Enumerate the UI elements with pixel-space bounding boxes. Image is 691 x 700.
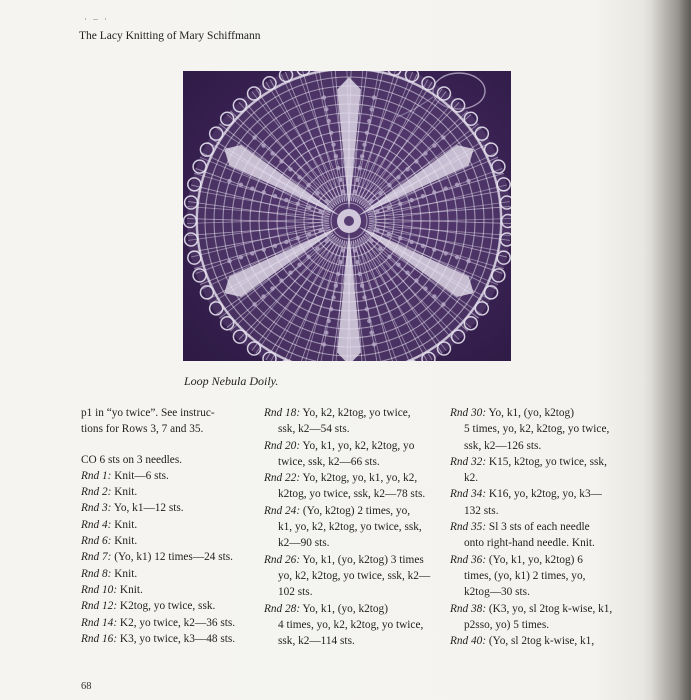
- figure-caption: Loop Nebula Doily.: [184, 374, 279, 388]
- eyelet: [341, 189, 345, 193]
- eyelet: [358, 166, 362, 170]
- eyelet: [334, 154, 338, 158]
- instruction-line: [81, 566, 251, 582]
- eyelet: [307, 205, 311, 209]
- round-label: Rnd 35:: [450, 521, 487, 534]
- instruction-line: [264, 405, 440, 421]
- corner-marks: · – ·: [84, 14, 109, 24]
- eyelet: [307, 232, 311, 236]
- eyelet: [421, 244, 425, 248]
- instruction-line: [81, 500, 251, 516]
- eyelet: [288, 167, 292, 171]
- eyelet: [355, 260, 359, 264]
- instruction-line: [81, 598, 251, 614]
- round-text: Knit.: [111, 518, 138, 531]
- round-label: Rnd 20:: [264, 439, 301, 452]
- instruction-line: [81, 517, 251, 533]
- eyelet: [273, 194, 277, 198]
- eyelet: [315, 247, 319, 251]
- round-text: K15, k2tog, yo twice, ssk,: [486, 455, 607, 468]
- instruction-line: [81, 533, 251, 549]
- instruction-continuation: k2tog—30 sts.: [464, 586, 530, 599]
- eyelet: [414, 278, 418, 282]
- eyelet: [331, 295, 335, 299]
- instruction-continuation: onto right-hand needle. Knit.: [464, 537, 595, 550]
- running-header: The Lacy Knitting of Mary Schiffmann: [79, 30, 261, 42]
- page-number: 68: [81, 681, 92, 692]
- instruction-line: p1 in “yo twice”. See instruc-: [81, 407, 215, 419]
- eyelet: [324, 107, 328, 111]
- round-label: Rnd 28:: [264, 602, 301, 615]
- instruction-continuation: ssk, k2—114 sts.: [278, 635, 355, 648]
- eyelet: [288, 270, 292, 274]
- eyelet: [387, 205, 391, 209]
- eyelet: [306, 183, 310, 187]
- eyelet: [297, 262, 301, 266]
- instruction-line: [264, 552, 440, 568]
- eyelet: [338, 260, 342, 264]
- eyelet: [297, 175, 301, 179]
- round-text: Yo, k1, yo, k2, k2tog, yo: [300, 439, 415, 452]
- round-text: Yo, k1, (yo, k2tog): [300, 602, 388, 615]
- round-text: Yo, k1, (yo, k2tog) 3 times: [300, 553, 424, 566]
- eyelet: [375, 228, 379, 232]
- eyelet: [336, 272, 340, 276]
- instruction-line: CO 6 sts on 3 needles.: [81, 453, 183, 466]
- instruction-continuation: ssk, k2—126 sts.: [464, 439, 542, 452]
- round-label: Rnd 22:: [264, 472, 301, 485]
- eyelet: [398, 202, 402, 206]
- round-text: Yo, k1, (yo, k2tog): [486, 407, 574, 419]
- eyelet: [329, 131, 333, 135]
- eyelet: [387, 232, 391, 236]
- eyelet: [358, 272, 362, 276]
- round-text: Knit.: [117, 583, 143, 596]
- round-text: Sl 3 sts of each needle: [486, 521, 590, 534]
- round-text: Yo, k1—12 sts.: [111, 502, 184, 515]
- eyelet: [331, 142, 335, 146]
- round-text: Yo, k2, k2tog, yo twice,: [300, 407, 411, 419]
- eyelet: [387, 255, 391, 259]
- instruction-continuation: 5 times, yo, k2, k2tog, yo twice,: [464, 423, 610, 436]
- eyelet: [369, 107, 373, 111]
- eyelet: [270, 286, 274, 290]
- eyelet: [378, 247, 382, 251]
- round-text: Knit.: [111, 535, 138, 548]
- round-label: Rnd 26:: [264, 553, 301, 566]
- round-text: Yo, k2tog, yo, k1, yo, k2,: [300, 472, 418, 485]
- eyelet: [318, 209, 322, 213]
- eyelet: [239, 183, 243, 187]
- round-text: (Yo, k1, yo, k2tog) 6: [486, 553, 583, 566]
- round-label: Rnd 30:: [450, 407, 487, 419]
- round-text: K2, yo twice, k2—36 sts.: [117, 616, 236, 629]
- eyelet: [252, 135, 256, 139]
- instruction-line: [264, 503, 440, 519]
- round-label: Rnd 8:: [81, 567, 112, 580]
- eyelet: [396, 175, 400, 179]
- round-text: (Yo, k2tog) 2 times, yo,: [300, 504, 411, 517]
- instruction-continuation: 102 sts.: [278, 586, 313, 599]
- eyelet: [227, 179, 231, 183]
- eyelet: [432, 190, 436, 194]
- round-label: Rnd 24:: [264, 504, 301, 517]
- round-label: Rnd 40:: [450, 635, 487, 648]
- eyelet: [409, 240, 413, 244]
- eyelet: [261, 247, 265, 251]
- eyelet: [455, 183, 459, 187]
- eyelet: [355, 178, 359, 182]
- round-label: Rnd 38:: [450, 602, 487, 615]
- eyelet: [372, 342, 376, 346]
- instruction-continuation: k2.: [464, 472, 479, 485]
- eyelet: [362, 295, 366, 299]
- doily-lace: [184, 71, 512, 361]
- eyelet: [360, 283, 364, 287]
- eyelet: [455, 255, 459, 259]
- instruction-continuation: yo, k2, k2tog, yo twice, ssk, k2—: [278, 569, 431, 582]
- eyelet: [421, 194, 425, 198]
- instruction-continuation: twice, ssk, k2—66 sts.: [278, 455, 380, 468]
- eyelet: [405, 167, 409, 171]
- instruction-line: tions for Rows 3, 7 and 35.: [81, 423, 204, 436]
- instruction-line: [264, 470, 440, 486]
- doily-image: [183, 71, 511, 361]
- eyelet: [252, 302, 256, 306]
- instruction-line: [450, 601, 628, 617]
- instruction-line: [450, 633, 628, 649]
- eyelet: [261, 294, 265, 298]
- paragraph-gap: [81, 438, 251, 452]
- eyelet: [279, 159, 283, 163]
- eyelet: [227, 259, 231, 263]
- eyelet: [338, 178, 342, 182]
- round-text: Knit—6 sts.: [111, 469, 169, 482]
- round-label: Rnd 6:: [81, 535, 112, 548]
- eyelet: [414, 159, 418, 163]
- round-label: Rnd 34:: [450, 488, 487, 501]
- eyelet: [372, 95, 376, 99]
- eyelet: [369, 331, 373, 335]
- instruction-continuation: p2sso, yo) 5 times.: [464, 618, 550, 631]
- eyelet: [296, 202, 300, 206]
- eyelet: [423, 286, 427, 290]
- eyelet: [441, 135, 445, 139]
- eyelet: [324, 331, 328, 335]
- round-label: Rnd 16:: [81, 632, 118, 645]
- round-text: (Yo, sl 2tog k-wise, k1,: [486, 635, 595, 648]
- instruction-line: [264, 438, 440, 454]
- eyelet: [409, 198, 413, 202]
- eyelet: [306, 255, 310, 259]
- eyelet: [318, 228, 322, 232]
- instruction-line: [81, 615, 251, 631]
- eyelet: [398, 236, 402, 240]
- eyelet: [315, 191, 319, 195]
- eyelet: [341, 248, 345, 252]
- eyelet: [441, 302, 445, 306]
- eyelet: [322, 95, 326, 99]
- eyelet: [327, 119, 331, 123]
- instructions-column-2: [264, 405, 440, 649]
- eyelet: [279, 278, 283, 282]
- eyelet: [365, 307, 369, 311]
- round-label: Rnd 36:: [450, 553, 487, 566]
- instruction-line: [81, 582, 251, 598]
- round-text: (Yo, k1) 12 times—24 sts.: [111, 551, 234, 564]
- instruction-line: [81, 484, 251, 500]
- instruction-continuation: k1, yo, k2, k2tog, yo twice, ssk,: [278, 521, 422, 534]
- eyelet: [329, 307, 333, 311]
- eyelet: [362, 142, 366, 146]
- instruction-line: [81, 631, 251, 647]
- round-text: (K3, yo, sl 2tog k-wise, k1,: [486, 602, 613, 615]
- eyelet: [387, 183, 391, 187]
- eyelet: [353, 189, 357, 193]
- round-label: Rnd 3:: [81, 502, 112, 515]
- doily-center-hole: [344, 216, 354, 226]
- round-text: Knit.: [111, 486, 138, 499]
- eyelet: [284, 240, 288, 244]
- eyelet: [396, 262, 400, 266]
- round-label: Rnd 2:: [81, 486, 112, 499]
- eyelet: [270, 151, 274, 155]
- instruction-continuation: times, (yo, k1) 2 times, yo,: [464, 569, 586, 582]
- eyelet: [334, 283, 338, 287]
- eyelet: [360, 154, 364, 158]
- eyelet: [336, 166, 340, 170]
- instruction-line: [264, 601, 440, 617]
- eyelet: [239, 255, 243, 259]
- round-text: K3, yo twice, k3—48 sts.: [117, 632, 236, 645]
- eyelet: [466, 179, 470, 183]
- eyelet: [324, 199, 328, 203]
- eyelet: [367, 119, 371, 123]
- eyelet: [250, 251, 254, 255]
- binding-shadow: [651, 0, 691, 700]
- instruction-line: [81, 468, 251, 484]
- round-label: Rnd 1:: [81, 469, 112, 482]
- eyelet: [367, 319, 371, 323]
- eyelet: [432, 294, 436, 298]
- eyelet: [432, 143, 436, 147]
- round-label: Rnd 32:: [450, 455, 487, 468]
- instructions-column-1: [81, 405, 251, 647]
- instruction-line: [450, 454, 628, 470]
- eyelet: [423, 151, 427, 155]
- eyelet: [327, 319, 331, 323]
- round-label: Rnd 18:: [264, 407, 301, 419]
- eyelet: [432, 247, 436, 251]
- eyelet: [369, 199, 373, 203]
- instruction-continuation: k2—90 sts.: [278, 537, 330, 550]
- eyelet: [369, 239, 373, 243]
- eyelet: [261, 143, 265, 147]
- instruction-continuation: k2tog, yo twice, ssk, k2—78 sts.: [278, 488, 426, 501]
- instruction-line: [450, 405, 628, 421]
- eyelet: [284, 198, 288, 202]
- eyelet: [405, 270, 409, 274]
- round-text: Knit.: [111, 567, 138, 580]
- round-label: Rnd 12:: [81, 600, 118, 613]
- instruction-line: [450, 552, 628, 568]
- eyelet: [250, 186, 254, 190]
- instruction-line: [81, 549, 251, 565]
- eyelet: [273, 244, 277, 248]
- round-label: Rnd 4:: [81, 518, 112, 531]
- eyelet: [365, 131, 369, 135]
- eyelet: [296, 236, 300, 240]
- eyelet: [322, 342, 326, 346]
- round-label: Rnd 10:: [81, 583, 118, 596]
- eyelet: [353, 248, 357, 252]
- eyelet: [375, 209, 379, 213]
- eyelet: [324, 239, 328, 243]
- instruction-continuation: ssk, k2—54 sts.: [278, 423, 350, 436]
- instructions-column-3: [450, 405, 628, 649]
- eyelet: [444, 251, 448, 255]
- instruction-continuation: 132 sts.: [464, 504, 499, 517]
- instruction-line: [450, 519, 628, 535]
- eyelet: [378, 191, 382, 195]
- round-label: Rnd 7:: [81, 551, 112, 564]
- round-text: K16, yo, k2tog, yo, k3—: [486, 488, 602, 501]
- eyelet: [444, 186, 448, 190]
- eyelet: [466, 259, 470, 263]
- round-label: Rnd 14:: [81, 616, 118, 629]
- round-text: K2tog, yo twice, ssk.: [117, 600, 216, 613]
- eyelet: [261, 190, 265, 194]
- instruction-continuation: 4 times, yo, k2, k2tog, yo twice,: [278, 618, 424, 631]
- doily-photo: [183, 71, 511, 361]
- instruction-line: [450, 486, 628, 502]
